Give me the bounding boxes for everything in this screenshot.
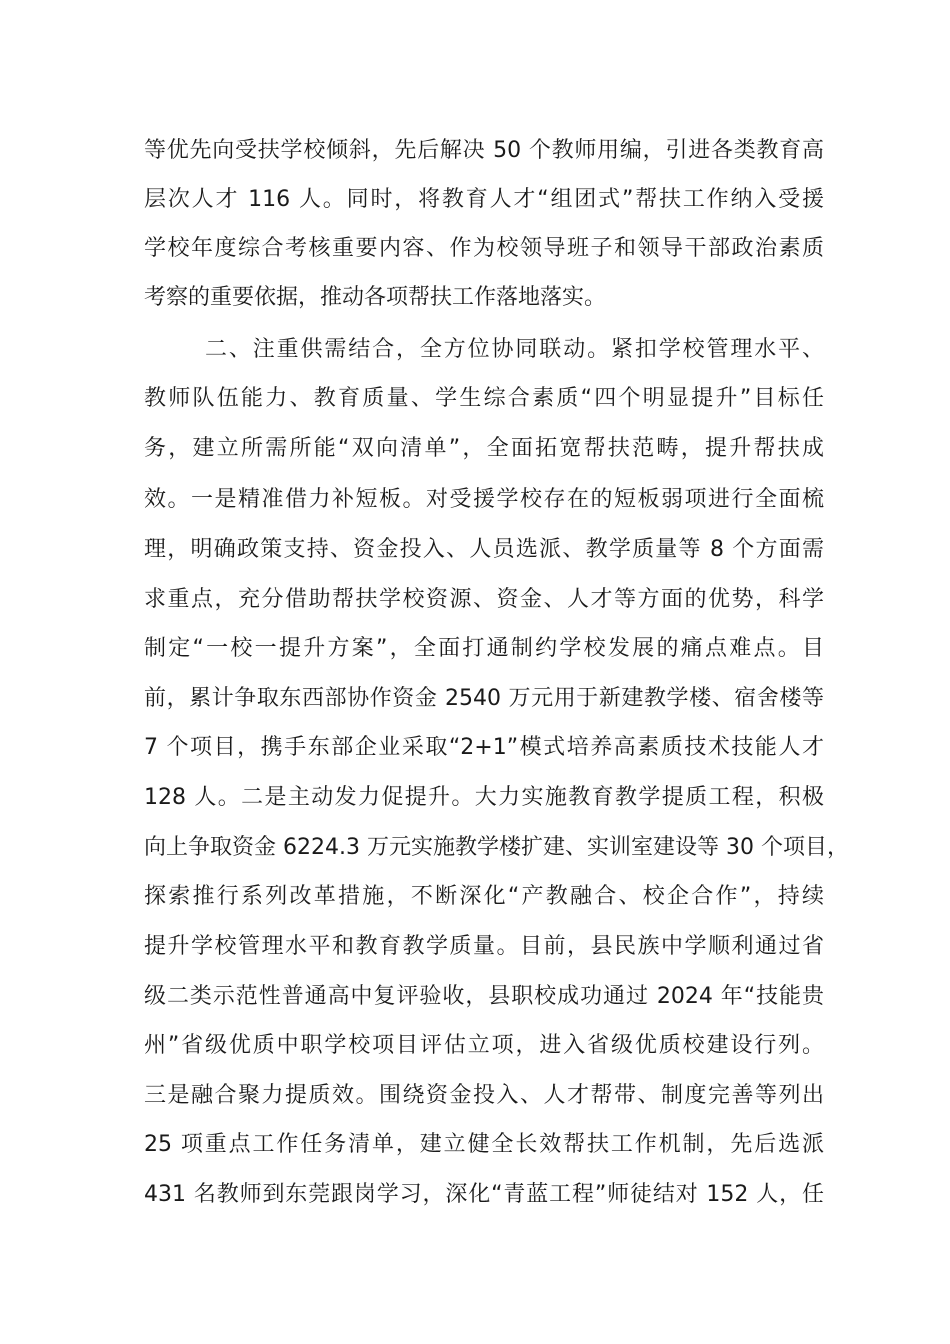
text-line: 务，建立所需所能“双向清单”，全面拓宽帮扶范畴，提升帮扶成	[144, 436, 824, 461]
text-line: 前，累计争取东西部协作资金 2540 万元用于新建教学楼、宿舍楼等	[144, 686, 824, 711]
text-line: 理，明确政策支持、资金投入、人员选派、教学质量等 8 个方面需	[144, 537, 824, 562]
text-line: 制定“一校一提升方案”，全面打通制约学校发展的痛点难点。目	[144, 636, 824, 661]
text-line: 431 名教师到东莞跟岗学习，深化“青蓝工程”师徒结对 152 人，任	[144, 1182, 824, 1207]
text-line: 128 人。二是主动发力促提升。大力实施教育教学提质工程，积极	[144, 785, 824, 810]
section-heading-line: 二、注重供需结合，全方位协同联动。紧扣学校管理水平、	[205, 337, 824, 362]
text-line: 向上争取资金 6224.3 万元实施教学楼扩建、实训室建设等 30 个项目，	[144, 835, 849, 860]
text-line: 探索推行系列改革措施，不断深化“产教融合、校企合作”，持续	[144, 884, 824, 909]
text-line: 层次人才 116 人。同时，将教育人才“组团式”帮扶工作纳入受援	[144, 187, 824, 212]
text-line: 教师队伍能力、教育质量、学生综合素质“四个明显提升”目标任	[144, 386, 824, 411]
text-line: 学校年度综合考核重要内容、作为校领导班子和领导干部政治素质	[144, 236, 824, 261]
text-line: 求重点，充分借助帮扶学校资源、资金、人才等方面的优势，科学	[144, 587, 824, 612]
text-line: 三是融合聚力提质效。围绕资金投入、人才帮带、制度完善等列出	[144, 1083, 824, 1108]
text-line: 25 项重点工作任务清单，建立健全长效帮扶工作机制，先后选派	[144, 1132, 824, 1157]
text-line: 提升学校管理水平和教育教学质量。目前，县民族中学顺利通过省	[144, 934, 824, 959]
text-line: 考察的重要依据，推动各项帮扶工作落地落实。	[144, 285, 607, 310]
text-line: 等优先向受扶学校倾斜，先后解决 50 个教师用编，引进各类教育高	[144, 138, 824, 163]
text-line: 级二类示范性普通高中复评验收，县职校成功通过 2024 年“技能贵	[144, 984, 824, 1009]
text-line: 7 个项目，携手东部企业采取“2+1”模式培养高素质技术技能人才	[144, 735, 824, 760]
text-line: 效。一是精准借力补短板。对受援学校存在的短板弱项进行全面梳	[144, 487, 824, 512]
text-line: 州”省级优质中职学校项目评估立项，进入省级优质校建设行列。	[144, 1033, 824, 1058]
